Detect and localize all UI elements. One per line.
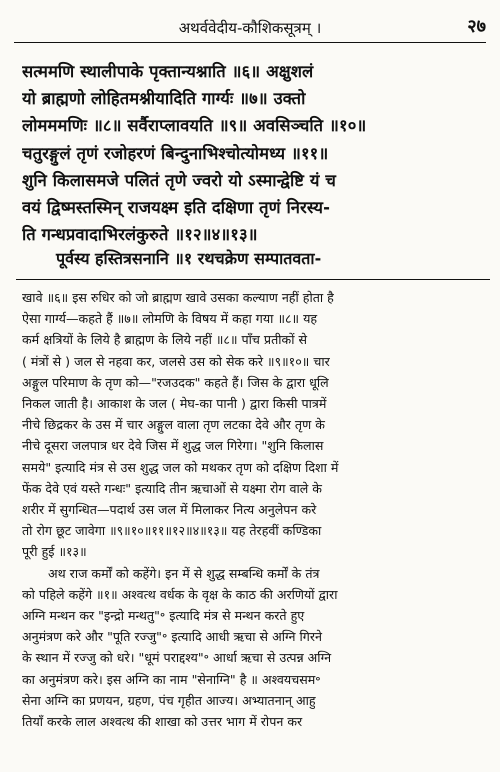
- verse-line: वयं द्विष्मस्तस्मिन् राजयक्ष्म इति दक्षिणा तृणं निरस्य-: [22, 198, 331, 218]
- verse-line: ति गन्धप्रवादाभिरलंकुरुते ॥१२॥४॥१३॥: [22, 225, 258, 245]
- commentary-line: ( मंत्रों से ) जल से नहवा कर, जलसे उस को सेक करे ॥९॥१०॥ चार: [22, 353, 330, 369]
- divider: [16, 279, 490, 280]
- commentary-line: ऐसा गार्ग्य—कहते हैं ॥७॥ लोमणि के विषय में कहा गया ॥८॥ यह: [22, 311, 318, 327]
- verse-line: लोमममणिः ॥८॥ सर्वैराप्लावयति ॥९॥ अवसिञ्चति ॥१०॥: [22, 116, 367, 136]
- verse-line: चतुरङ्गुलं तृणं रजोहरणं बिन्दुनाभिश्चोत्योमध्य ॥११॥: [22, 143, 329, 163]
- commentary-line: नीचे दूसरा जलपात्र धर देवे जिस में शुद्ध जल गिरेगा। "शुनि किलास: [22, 438, 324, 454]
- commentary-line: के स्थान में रज्जु को धरे। "धूमं पराद्दश्य"॰ आर्धा ऋचा से उत्पन्न अग्नि: [22, 650, 332, 666]
- commentary-line: का अनुमंत्रण करे। इस अग्नि का नाम "सेनाग्नि" है ॥ अश्वयचसम॰: [22, 671, 321, 687]
- commentary-line: तियाँ करके लाल अश्वत्थ की शाखा को उत्तर भाग में रोपन कर: [22, 714, 303, 730]
- commentary-line: सेना अग्नि का प्रणयन, ग्रहण, पंच गृहीत आज्य। अभ्यातनान् आहु: [22, 692, 316, 708]
- hindi-commentary: [22, 287, 484, 732]
- commentary-line: पूरी हुई ॥१३॥: [22, 544, 87, 560]
- commentary-line: अङ्गुल परिमाण के तृण को—"रजउदक" कहते हैं। जिस के द्वारा धूलि: [22, 374, 329, 390]
- commentary-line: तो रोग छूट जावेगा ॥९॥१०॥११॥१२॥४॥१३॥ यह तेरहवीं कण्डिका: [22, 523, 322, 539]
- commentary-line: खावे ॥६॥ इस रुधिर को जो ब्राह्मण खावे उसका कल्याण नहीं होता है: [22, 290, 334, 305]
- commentary-line: अग्नि मन्थन कर "इन्द्रो मन्थतु"॰ इत्यादि मंत्र से मन्थन करते हुए: [22, 608, 305, 624]
- commentary-line: फेंक देवे एवं यस्ते गन्धः" इत्यादि तीन ऋचाओं से यक्ष्मा रोग वाले के: [22, 480, 322, 496]
- commentary-line: अनुमंत्रण करे और "पूति रज्जु"॰ इत्यादि आधी ऋचा से अग्नि गिरने: [22, 629, 322, 645]
- sutra-verses: [22, 58, 484, 248]
- commentary-line: समये" इत्यादि मंत्र से उस शुद्ध जल को मथकर तृण को दक्षिण दिशा में: [22, 459, 339, 475]
- commentary-line: नीचे छिद्रकर के उस में चार अङ्गुल वाला तृण लटका देवे और तृण के: [22, 417, 325, 433]
- commentary-line: को पहिले कहेंगे ॥१॥ अश्वत्थ वर्धक के वृक्ष के काठ की अरणियों द्वारा: [22, 586, 338, 602]
- commentary-line: शरीर में सुगन्धित—पदार्थ उस जल में मिलाकर नित्य अनुलेपन करे: [22, 502, 317, 518]
- page-header: [14, 18, 486, 43]
- commentary-line: अथ राज कर्मों को कहेंगे। इन में से शुद्ध सम्बन्धि कर्मों के तंत्र: [48, 565, 320, 581]
- running-title: अथर्ववेदीय-कौशिकसूत्रम् ।: [178, 19, 322, 37]
- verse-line: शुनि किलासमजे पलितं तृणे ज्वरो यो ऽस्मान्द्वेष्टि यं च: [22, 170, 336, 190]
- verse-line: यो ब्राह्मणो लोहितमश्नीयादिति गार्ग्यः ॥७॥ उक्तो: [22, 89, 306, 109]
- verse-line: सत्ममणि स्थालीपाके पृक्तान्यश्नाति ॥६॥ अक्षुशलं: [22, 62, 314, 81]
- next-section-heading: पूर्वस्य हस्तित्रसनानि ॥१ रथचक्रेण सम्पातवता-: [56, 249, 322, 268]
- page-number: २७: [467, 16, 486, 37]
- commentary-line: निकल जाती है। आकाश के जल ( मेघ-का पानी ) द्वारा किसी पात्रमें: [22, 396, 327, 412]
- commentary-line: कर्म क्षत्रियों के लिये है ब्राह्मण के लिये नहीं ॥८॥ पाँच प्रतीकों से: [22, 332, 307, 348]
